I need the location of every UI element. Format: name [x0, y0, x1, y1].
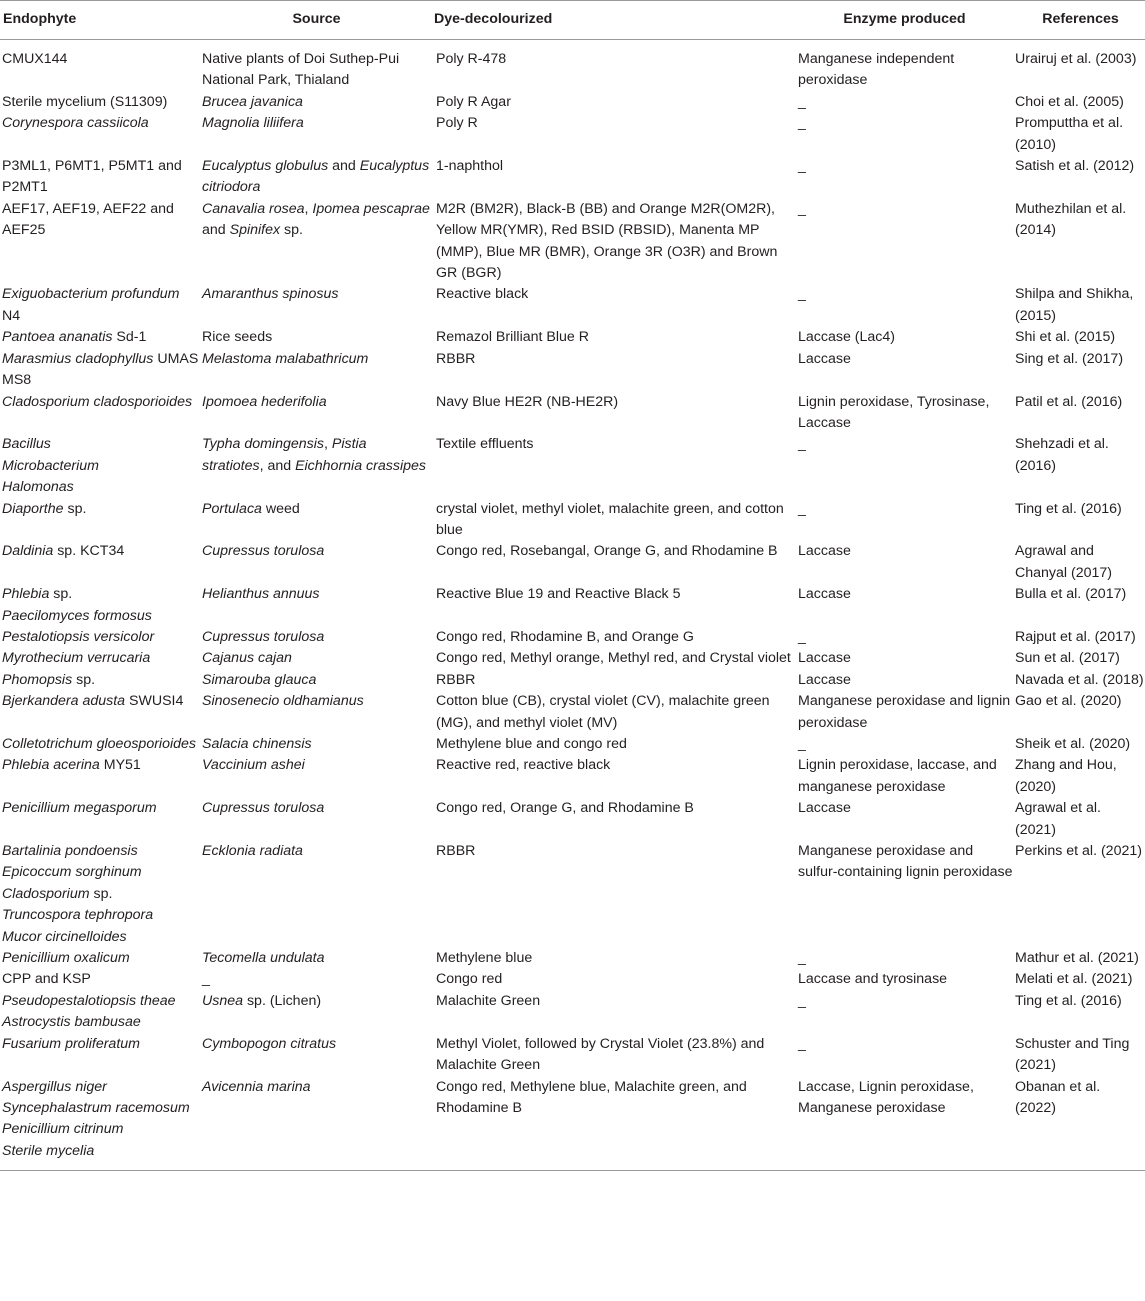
cell-reference: Sheik et al. (2020) — [1015, 736, 1131, 752]
cell-enzyme-produced: Manganese independent peroxidase — [798, 51, 955, 89]
source-text: Portulaca — [202, 500, 262, 517]
cell-endophyte — [0, 40, 199, 92]
table-row — [0, 349, 1145, 392]
cell-reference: Promputtha et al. (2010) — [1015, 115, 1124, 153]
cell-source — [199, 349, 431, 392]
cell-endophyte — [0, 969, 199, 990]
endophyte-text: Bjerkandera adusta — [2, 693, 126, 710]
endophyte-text: Fusarium proliferatum — [2, 1035, 140, 1052]
endophyte-line — [2, 884, 199, 905]
cell-enzyme-produced: _ — [798, 436, 806, 453]
endophyte-text: AEF17, AEF19, AEF22 and AEF25 — [2, 200, 174, 239]
endophyte-line — [2, 648, 199, 669]
endophyte-line — [2, 327, 199, 348]
source-text: Spinifex — [229, 222, 281, 239]
endophyte-text: Phlebia acerina — [2, 757, 100, 774]
endophyte-text: Myrothecium verrucaria — [2, 650, 151, 667]
cell-enzyme-produced: Laccase — [798, 650, 851, 667]
endophyte-text: P3ML1, P6MT1, P5MT1 and P2MT1 — [2, 158, 182, 196]
table-row — [0, 113, 1145, 156]
cell-dye-decolourized: Congo red, Rosebangal, Orange G, and Rhodamine B — [436, 543, 778, 560]
cell-enzyme-produced: _ — [798, 93, 806, 110]
cell-endophyte — [0, 691, 199, 734]
endophyte-line — [2, 349, 199, 392]
endophyte-line — [2, 691, 199, 712]
cell-reference: Ting et al. (2016) — [1015, 992, 1122, 1009]
cell-endophyte — [0, 798, 199, 841]
endophyte-text: Bacillus — [2, 436, 51, 453]
endophyte-text: Phomopsis — [2, 671, 73, 688]
endophyte-line — [2, 670, 199, 691]
endophyte-text: Bartalinia pondoensis — [2, 843, 138, 860]
source-text: Tecomella undulata — [202, 950, 325, 967]
cell-endophyte — [0, 113, 199, 156]
endophyte-line — [2, 991, 199, 1012]
cell-dye-decolourized: Reactive red, reactive black — [436, 757, 611, 774]
cell-dye-decolourized: Methyl Violet, followed by Crystal Violet (23.8%) and Malachite Green — [436, 1035, 765, 1074]
header-enzyme-produced: Enzyme produced — [793, 1, 1013, 40]
table-row — [0, 499, 1145, 542]
cell-reference: Urairuj et al. (2003) — [1015, 51, 1137, 67]
cell-reference: Mathur et al. (2021) — [1015, 950, 1139, 967]
cell-source — [199, 798, 431, 841]
endophyte-text: Astrocystis bambusae — [2, 1014, 141, 1031]
source-text: Sinosenecio oldhamianus — [202, 693, 364, 710]
cell-source — [199, 113, 431, 156]
source-text: sp. (Lichen) — [243, 992, 322, 1009]
source-text: Typha domingensis — [202, 436, 324, 453]
endophyte-line — [2, 905, 199, 926]
cell-enzyme-produced: _ — [798, 950, 806, 967]
endophyte-text: Penicillium citrinum — [2, 1121, 124, 1138]
table-row — [0, 991, 1145, 1034]
cell-endophyte — [0, 327, 199, 348]
table-row — [0, 734, 1145, 755]
cell-dye-decolourized: Textile effluents — [436, 436, 534, 453]
cell-endophyte — [0, 499, 199, 542]
endophyte-text: Syncephalastrum racemosum — [2, 1099, 190, 1116]
source-text: Magnolia liliifera — [202, 115, 304, 132]
endophyte-line — [2, 969, 199, 990]
cell-enzyme-produced: Manganese peroxidase and sulfur-containing lignin peroxidase — [798, 843, 1013, 881]
cell-enzyme-produced: _ — [798, 1035, 806, 1052]
cell-enzyme-produced: Lignin peroxidase, laccase, and manganese peroxidase — [798, 757, 997, 795]
cell-dye-decolourized: Malachite Green — [436, 992, 541, 1009]
cell-source — [199, 199, 431, 285]
cell-source — [199, 969, 431, 990]
cell-endophyte — [0, 199, 199, 285]
cell-dye-decolourized: Cotton blue (CB), crystal violet (CV), malachite green (MG), and methyl violet (MV) — [436, 693, 770, 731]
cell-endophyte — [0, 392, 199, 435]
cell-endophyte — [0, 541, 199, 584]
cell-endophyte — [0, 1077, 199, 1171]
source-text: Canavalia rosea — [202, 200, 305, 217]
header-source: Source — [199, 1, 431, 40]
endophyte-line — [2, 948, 199, 969]
endophyte-text: Exiguobacterium profundum — [2, 286, 180, 303]
endophyte-text: Paecilomyces formosus — [2, 607, 152, 624]
table-row — [0, 392, 1145, 435]
endophyte-text: SWUSI4 — [125, 693, 184, 710]
endophyte-text: Cladosporium — [2, 885, 90, 902]
cell-dye-decolourized: M2R (BM2R), Black-B (BB) and Orange M2R(OM2R), Yellow MR(YMR), Red BSID (RBSID), Manenta MP (MMP), Blue MR (BMR), Orange 3R (O3R) and Brown GR (BGR) — [436, 200, 778, 282]
endophyte-text: Phlebia — [2, 586, 50, 603]
endophyte-text: Marasmius cladophyllus — [2, 350, 154, 367]
source-text: Eichhornia crassipes — [295, 457, 426, 474]
cell-reference: Gao et al. (2020) — [1015, 693, 1122, 710]
endophyte-line — [2, 434, 199, 455]
table-row — [0, 648, 1145, 669]
endophyte-line — [2, 1034, 199, 1055]
endophyte-line — [2, 499, 199, 520]
cell-source — [199, 691, 431, 734]
endophyte-text: Microbacterium — [2, 457, 99, 474]
header-references: References — [1013, 1, 1145, 40]
endophyte-line — [2, 49, 199, 70]
endophyte-text: Penicillium oxalicum — [2, 950, 130, 967]
cell-dye-decolourized: 1-naphthol — [436, 158, 504, 175]
cell-reference: Ting et al. (2016) — [1015, 500, 1122, 517]
cell-endophyte — [0, 948, 199, 969]
endophyte-text: Penicillium megasporum — [2, 800, 157, 817]
table-row — [0, 1077, 1145, 1171]
endophyte-line — [2, 841, 199, 862]
cell-source — [199, 648, 431, 669]
cell-source — [199, 499, 431, 542]
table-header-row — [0, 1, 1145, 40]
source-text: Amaranthus spinosus — [202, 286, 339, 303]
cell-enzyme-produced: Lignin peroxidase, Tyrosinase, Laccase — [798, 393, 990, 431]
cell-endophyte — [0, 284, 199, 327]
cell-source — [199, 284, 431, 327]
cell-enzyme-produced: _ — [798, 628, 806, 645]
endophyte-text: CMUX144 — [2, 51, 68, 67]
cell-dye-decolourized: Congo red — [436, 971, 503, 988]
cell-source — [199, 755, 431, 798]
cell-source — [199, 327, 431, 348]
cell-enzyme-produced: Laccase — [798, 543, 851, 560]
endophyte-text: Epicoccum sorghinum — [2, 864, 142, 881]
table-row — [0, 1034, 1145, 1077]
table-row — [0, 798, 1145, 841]
cell-source — [199, 734, 431, 755]
cell-reference: Navada et al. (2018) — [1015, 671, 1144, 688]
source-text: Eucalyptus globulus — [202, 158, 329, 175]
table-row — [0, 969, 1145, 990]
endophyte-line — [2, 1077, 199, 1098]
endophyte-text: sp. — [49, 586, 73, 603]
source-text: Cajanus cajan — [202, 650, 292, 667]
endophyte-text: CPP and KSP — [2, 971, 91, 988]
endophyte-text: UMAS MS8 — [2, 350, 199, 389]
cell-enzyme-produced: Laccase — [798, 800, 851, 817]
source-text: , — [323, 436, 332, 453]
cell-dye-decolourized: Poly R Agar — [436, 93, 511, 110]
endophyte-line — [2, 477, 199, 498]
cell-source — [199, 392, 431, 435]
source-text: Ipomea pescaprae — [312, 200, 430, 217]
endophyte-line — [2, 541, 199, 562]
cell-source — [199, 156, 431, 199]
endophyte-text: MY51 — [99, 757, 141, 774]
cell-reference: Muthezhilan et al. (2014) — [1015, 200, 1127, 239]
cell-reference: Zhang and Hou, (2020) — [1015, 757, 1117, 795]
cell-enzyme-produced: Laccase — [798, 350, 851, 367]
table-row — [0, 92, 1145, 113]
source-text: Melastoma malabathricum — [202, 350, 369, 367]
cell-source — [199, 584, 431, 627]
cell-dye-decolourized: RBBR — [436, 350, 476, 367]
cell-dye-decolourized: Navy Blue HE2R (NB-HE2R) — [436, 393, 619, 410]
source-text: Usnea — [202, 992, 244, 1009]
endophyte-line — [2, 734, 199, 755]
table-body — [0, 40, 1145, 1171]
cell-enzyme-produced: _ — [798, 115, 806, 132]
source-text: Avicennia marina — [202, 1078, 311, 1095]
cell-enzyme-produced: _ — [798, 500, 806, 517]
source-text: Native plants of Doi Suthep-Pui National Park, Thialand — [202, 51, 400, 89]
source-text: Simarouba glauca — [202, 671, 317, 688]
source-text: Vaccinium ashei — [202, 757, 305, 774]
table-row — [0, 434, 1145, 498]
table-row — [0, 670, 1145, 691]
endophyte-text: sp. KCT34 — [53, 543, 125, 560]
cell-enzyme-produced: _ — [798, 200, 806, 217]
endophyte-line — [2, 1098, 199, 1119]
cell-reference: Satish et al. (2012) — [1015, 158, 1135, 175]
cell-enzyme-produced: _ — [798, 286, 806, 303]
cell-dye-decolourized: Poly R-478 — [436, 51, 507, 67]
cell-source — [199, 40, 431, 92]
table-row — [0, 691, 1145, 734]
table-row — [0, 199, 1145, 285]
endophyte-line — [2, 1119, 199, 1140]
endophyte-text: sp. — [89, 885, 113, 902]
cell-reference: Bulla et al. (2017) — [1015, 586, 1127, 603]
cell-reference: Melati et al. (2021) — [1015, 971, 1133, 988]
endophyte-text: Pseudopestalotiopsis theae — [2, 992, 176, 1009]
cell-source — [199, 92, 431, 113]
source-text: _ — [202, 971, 210, 988]
cell-endophyte — [0, 434, 199, 498]
table-row — [0, 156, 1145, 199]
cell-source — [199, 434, 431, 498]
endophyte-line — [2, 584, 199, 605]
table-row — [0, 327, 1145, 348]
endophyte-text: Diaporthe — [2, 500, 64, 517]
source-text: , and — [259, 457, 296, 474]
cell-endophyte — [0, 734, 199, 755]
cell-endophyte — [0, 584, 199, 627]
endophyte-line — [2, 862, 199, 883]
endophyte-line — [2, 1012, 199, 1033]
endophyte-text: Truncospora tephropora — [2, 907, 154, 924]
table-row — [0, 284, 1145, 327]
cell-dye-decolourized: Congo red, Orange G, and Rhodamine B — [436, 800, 694, 817]
cell-dye-decolourized: Reactive black — [436, 286, 529, 303]
source-text: Cupressus torulosa — [202, 543, 325, 560]
table-row — [0, 541, 1145, 584]
table-row — [0, 841, 1145, 948]
cell-reference: Sing et al. (2017) — [1015, 350, 1124, 367]
cell-source — [199, 1077, 431, 1171]
cell-dye-decolourized: Methylene blue and congo red — [436, 736, 627, 752]
cell-endophyte — [0, 92, 199, 113]
cell-enzyme-produced: Laccase and tyrosinase — [798, 971, 948, 988]
cell-reference: Rajput et al. (2017) — [1015, 628, 1136, 645]
table-row — [0, 755, 1145, 798]
cell-reference: Sun et al. (2017) — [1015, 650, 1120, 667]
cell-source — [199, 627, 431, 648]
endophyte-line — [2, 456, 199, 477]
cell-dye-decolourized: Congo red, Methylene blue, Malachite green, and Rhodamine B — [431, 1077, 793, 1171]
cell-dye-decolourized: Reactive Blue 19 and Reactive Black 5 — [436, 586, 681, 603]
source-text: Pistia stratiotes — [202, 436, 367, 474]
source-text: Rice seeds — [202, 329, 273, 346]
cell-endophyte — [0, 755, 199, 798]
cell-endophyte — [0, 841, 199, 948]
cell-source — [199, 841, 431, 948]
source-text: Eucalyptus citriodora — [202, 158, 430, 196]
endophyte-text: Daldinia — [2, 543, 54, 560]
endophyte-line — [2, 113, 199, 134]
cell-source — [199, 1034, 431, 1077]
cell-reference: Perkins et al. (2021) — [1015, 843, 1142, 860]
endophyte-text: Pestalotiopsis versicolor — [2, 628, 155, 645]
endophyte-line — [2, 156, 199, 199]
source-text: Ipomoea hederifolia — [202, 393, 327, 410]
cell-enzyme-produced: Laccase, Lignin peroxidase, Manganese peroxidase — [793, 1077, 1013, 1171]
cell-reference: Shilpa and Shikha, (2015) — [1015, 286, 1134, 324]
endophyte-text: sp. — [63, 500, 87, 517]
endophyte-line — [2, 627, 199, 648]
endophyte-line — [2, 798, 199, 819]
endophyte-line — [2, 1141, 199, 1162]
cell-dye-decolourized: Congo red, Methyl orange, Methyl red, and Crystal violet — [436, 650, 791, 667]
cell-source — [199, 991, 431, 1034]
cell-dye-decolourized: RBBR — [436, 671, 476, 688]
cell-reference: Shehzadi et al. (2016) — [1015, 436, 1109, 474]
endophyte-text: sp. — [72, 671, 96, 688]
source-text: sp. — [280, 222, 303, 239]
endophyte-text: Aspergillus niger — [2, 1078, 107, 1095]
cell-reference: Shi et al. (2015) — [1015, 329, 1116, 346]
cell-enzyme-produced: _ — [798, 736, 806, 752]
endophyte-line — [2, 92, 199, 113]
endophyte-text: Mucor circinelloides — [2, 928, 127, 945]
cell-dye-decolourized: Poly R — [436, 115, 478, 132]
endophyte-text: Pantoea ananatis — [2, 329, 113, 346]
cell-endophyte — [0, 648, 199, 669]
cell-endophyte — [0, 1034, 199, 1077]
source-text: Salacia chinensis — [202, 736, 312, 752]
cell-endophyte — [0, 670, 199, 691]
cell-enzyme-produced: _ — [798, 158, 806, 175]
endophyte-text: Sd-1 — [112, 329, 147, 346]
endophyte-text: Sterile mycelium (S11309) — [2, 93, 168, 110]
table-row — [0, 584, 1145, 627]
cell-enzyme-produced: Laccase — [798, 671, 851, 688]
endophyte-line — [2, 284, 199, 327]
source-text: Helianthus annuus — [202, 586, 320, 603]
source-text: and — [328, 158, 360, 175]
cell-reference: Patil et al. (2016) — [1015, 393, 1123, 410]
source-text: Cymbopogon citratus — [202, 1035, 337, 1052]
cell-reference: Agrawal and Chanyal (2017) — [1015, 543, 1113, 581]
cell-dye-decolourized: Remazol Brilliant Blue R — [436, 329, 589, 346]
header-endophyte: Endophyte — [0, 1, 199, 40]
endophyte-line — [2, 927, 199, 948]
cell-enzyme-produced: _ — [798, 992, 806, 1009]
source-text: weed — [261, 500, 300, 517]
cell-dye-decolourized: crystal violet, methyl violet, malachite green, and cotton blue — [436, 500, 784, 538]
cell-dye-decolourized: RBBR — [436, 843, 476, 860]
source-text: Cupressus torulosa — [202, 800, 325, 817]
source-text: , — [304, 200, 313, 217]
cell-endophyte — [0, 156, 199, 199]
cell-endophyte — [0, 627, 199, 648]
cell-source — [199, 948, 431, 969]
cell-enzyme-produced: Manganese peroxidase and lignin peroxidase — [798, 693, 1011, 731]
source-text: Brucea javanica — [202, 93, 303, 110]
cell-endophyte — [0, 991, 199, 1034]
cell-reference: Schuster and Ting (2021) — [1015, 1035, 1130, 1074]
cell-reference: Choi et al. (2005) — [1015, 93, 1124, 110]
endophyte-text: Cladosporium cladosporioides — [2, 393, 193, 410]
cell-enzyme-produced: Laccase (Lac4) — [798, 329, 895, 346]
cell-source — [199, 670, 431, 691]
cell-reference: Obanan et al. (2022) — [1013, 1077, 1145, 1171]
cell-dye-decolourized: Methylene blue — [436, 950, 533, 967]
endophyte-text: Corynespora cassiicola — [2, 115, 149, 132]
table-row — [0, 40, 1145, 92]
cell-enzyme-produced: Laccase — [798, 586, 851, 603]
cell-endophyte — [0, 349, 199, 392]
cell-source — [199, 541, 431, 584]
endophyte-line — [2, 606, 199, 627]
source-text: Cupressus torulosa — [202, 628, 325, 645]
endophyte-line — [2, 392, 199, 413]
header-dye-decolourized: Dye-decolourized — [431, 1, 793, 40]
cell-dye-decolourized: Congo red, Rhodamine B, and Orange G — [436, 628, 694, 645]
table-row — [0, 627, 1145, 648]
source-text: Ecklonia radiata — [202, 843, 303, 860]
endophyte-text: Sterile mycelia — [2, 1142, 95, 1159]
table-row — [0, 948, 1145, 969]
endophyte-line — [2, 755, 199, 776]
cell-reference: Agrawal et al. (2021) — [1015, 800, 1101, 838]
endophyte-text: Halomonas — [2, 479, 74, 496]
endophyte-text: N4 — [2, 307, 21, 324]
endophyte-text: Colletotrichum gloeosporioides — [2, 736, 196, 752]
endophyte-line — [2, 199, 199, 242]
source-text: and — [202, 222, 230, 239]
